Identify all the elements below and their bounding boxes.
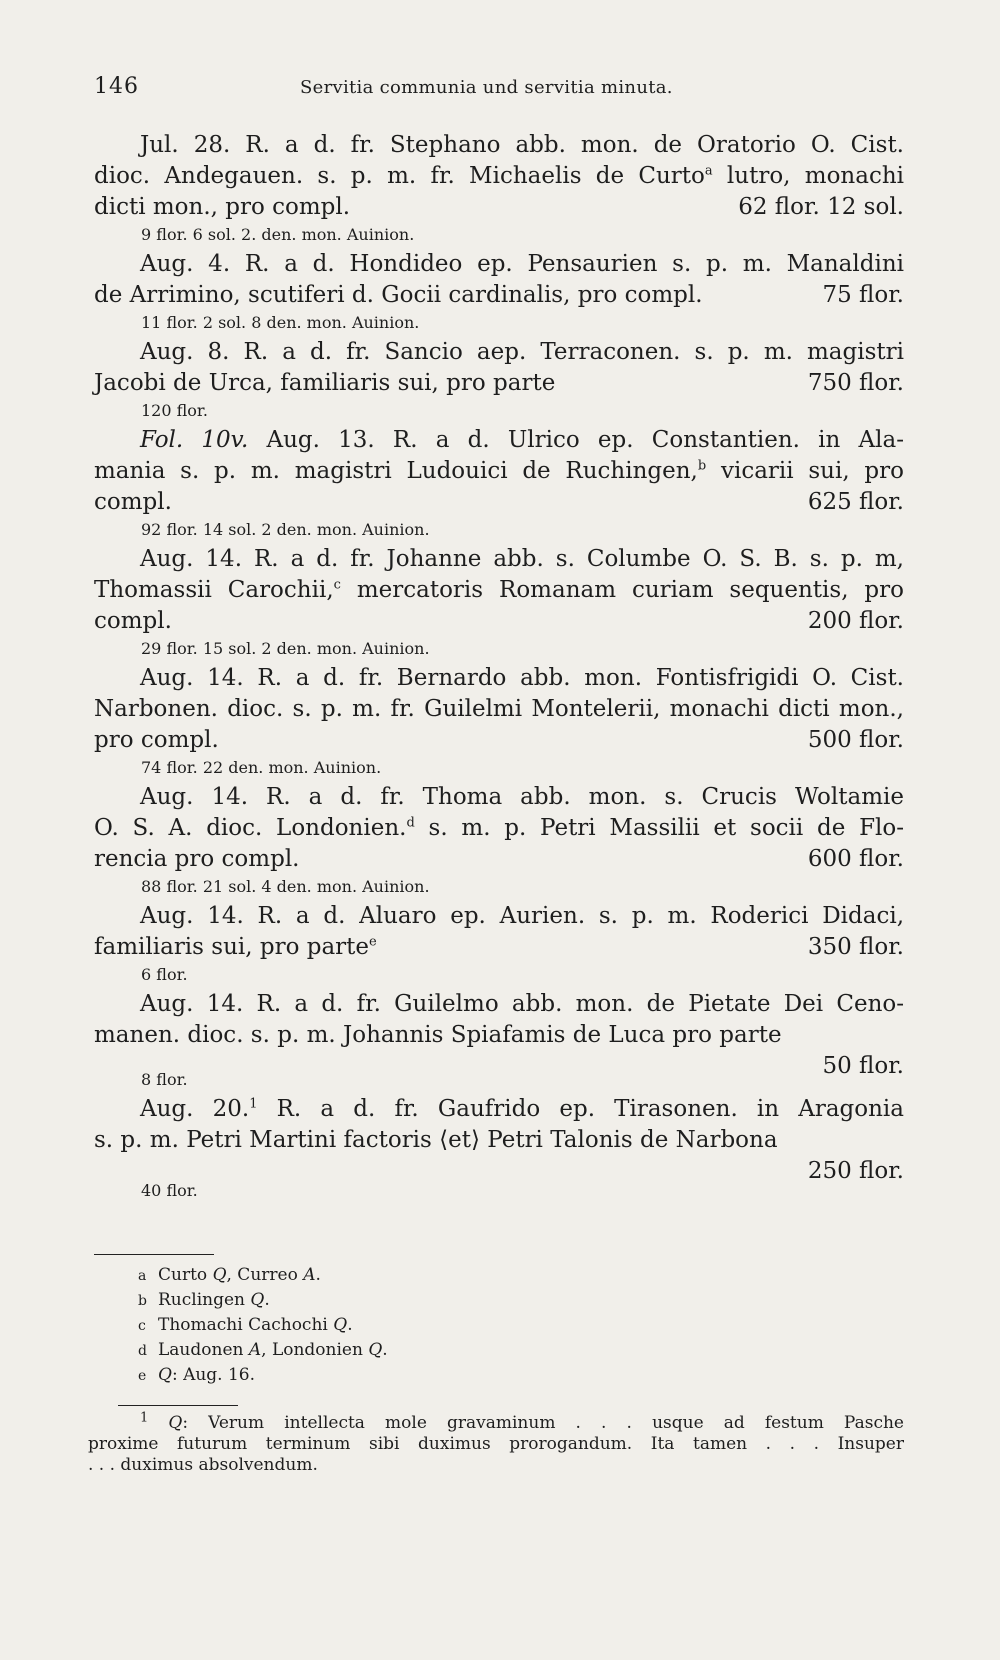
footnote-ref: d [406, 815, 415, 831]
amount: 350 flor. [807, 934, 904, 960]
entry-line: Aug. 14. R. a d. fr. Guilelmo abb. mon. de Pietate Dei Ceno- [140, 991, 904, 1017]
entry [94, 249, 904, 335]
textual-notes [138, 1263, 388, 1388]
footnote-ref: a [704, 163, 713, 179]
entry-line: Aug. 14. R. a d. fr. Thoma abb. mon. s. Crucis Woltamie [140, 784, 904, 810]
entry-line: dioc. Andegauen. s. p. m. fr. Michaelis de Curto$^a$ lutro, monachi [94, 163, 905, 189]
payment-note: 120 flor. [141, 401, 208, 420]
entry-line: Aug. 20.$^1$ R. a d. fr. Gaufrido ep. Tirasonen. in Aragonia [140, 1096, 904, 1122]
entry [94, 425, 904, 542]
folio-ref: Fol. 10v. [140, 427, 249, 453]
entry-line: Aug. 14. R. a d. fr. Bernardo abb. mon. Fontisfrigidi O. Cist. [140, 665, 904, 691]
entries [94, 130, 904, 1205]
amount: 62 flor. 12 sol. [738, 194, 904, 220]
numbered-footnote: $^1$ Q: Verum intellecta mole gravaminum . . . usque ad festum Pasche proxime futurum terminum sibi duximus prorogandum. Ita tamen . . . Insuper . . . duximus absolvendum. [88, 1410, 904, 1475]
amount: 600 flor. [807, 846, 904, 872]
footnote-ref: e [369, 934, 377, 950]
entry-line: compl. 200 flor. [94, 606, 904, 637]
payment-note: 29 flor. 15 sol. 2 den. mon. Auinion. [141, 639, 430, 658]
entry-line: compl. 625 flor. [94, 487, 904, 518]
textual-note: a Curto Q, Curreo A. [138, 1265, 321, 1285]
footnote-ref: b [697, 458, 707, 474]
amount: 200 flor. [807, 608, 904, 634]
footnote-divider [94, 1254, 214, 1255]
running-title: Servitia communia und servitia minuta. [300, 77, 673, 98]
amount: 750 flor. [807, 370, 904, 396]
amount: 625 flor. [807, 489, 904, 515]
entry-line: dicti mon., pro compl. 62 flor. 12 sol. [94, 192, 904, 223]
page-header [94, 74, 804, 108]
entry [94, 1094, 904, 1203]
footnote-ref: c [333, 577, 341, 593]
payment-note: 88 flor. 21 sol. 4 den. mon. Auinion. [141, 877, 430, 896]
entry-line: Aug. 14. R. a d. Aluaro ep. Aurien. s. p. m. Roderici Didaci, [140, 903, 904, 929]
entry-line: manen. dioc. s. p. m. Johannis Spiafamis de Luca pro parte [94, 1022, 782, 1048]
entry-line: mania s. p. m. magistri Ludouici de Ruchingen,$^b$ vicarii sui, pro [94, 458, 904, 484]
textual-note: e Q: Aug. 16. [138, 1365, 256, 1385]
entry-line: Aug. 8. R. a d. fr. Sancio aep. Terraconen. s. p. m. magistri [140, 339, 904, 365]
textual-note: d Laudonen A, Londonien Q. [138, 1340, 388, 1360]
payment-note: 92 flor. 14 sol. 2 den. mon. Auinion. [141, 520, 430, 539]
payment-note: 11 flor. 2 sol. 8 den. mon. Auinion. [141, 313, 420, 332]
entry-line: O. S. A. dioc. Londonien.$^d$ s. m. p. Petri Massilii et socii de Flo- [94, 815, 904, 841]
entry [94, 663, 904, 780]
entry [94, 337, 904, 423]
amount: 250 flor. [807, 1158, 904, 1184]
entry-line: familiaris sui, pro parte$^e$ 350 flor. [94, 932, 904, 963]
amount: 500 flor. [807, 727, 904, 753]
textual-note: c Thomachi Cachochi Q. [138, 1315, 353, 1335]
amount: 75 flor. [822, 282, 904, 308]
payment-note: 8 flor. [141, 1070, 188, 1089]
footnote-ref: 1 [249, 1096, 258, 1112]
entry-line: Aug. 14. R. a d. fr. Johanne abb. s. Columbe O. S. B. s. p. m, [140, 546, 904, 572]
entry-line: Fol. 10v. Aug. 13. R. a d. Ulrico ep. Constantien. in Ala- [140, 427, 904, 453]
entry-line: Narbonen. dioc. s. p. m. fr. Guilelmi Montelerii, monachi dicti mon., [94, 696, 904, 722]
entry-line: Aug. 4. R. a d. Hondideo ep. Pensaurien s. p. m. Manaldini [140, 251, 904, 277]
payment-note: 74 flor. 22 den. mon. Auinion. [141, 758, 382, 777]
entry [94, 544, 904, 661]
entry-line: Jul. 28. R. a d. fr. Stephano abb. mon. de Oratorio O. Cist. [140, 132, 904, 158]
page-number: 146 [94, 74, 139, 99]
entry-line: Jacobi de Urca, familiaris sui, pro parte 750 flor. [94, 368, 904, 399]
entry-line: pro compl. 500 flor. [94, 725, 904, 756]
payment-note: 40 flor. [141, 1181, 198, 1200]
payment-note: 9 flor. 6 sol. 2. den. mon. Auinion. [141, 225, 415, 244]
entry [94, 782, 904, 899]
entry-line: s. p. m. Petri Martini factoris ⟨et⟩ Petri Talonis de Narbona [94, 1127, 778, 1153]
amount: 50 flor. [822, 1053, 904, 1079]
entry [94, 901, 904, 987]
entry-line: de Arrimino, scutiferi d. Gocii cardinalis, pro compl. 75 flor. [94, 280, 904, 311]
textual-note: b Ruclingen Q. [138, 1290, 270, 1310]
entry [94, 989, 904, 1092]
entry-line: rencia pro compl. 600 flor. [94, 844, 904, 875]
entry-line: Thomassii Carochii,$^c$ mercatoris Romanam curiam sequentis, pro [94, 577, 904, 603]
footnote-divider [118, 1405, 238, 1406]
payment-note: 6 flor. [141, 965, 188, 984]
entry [94, 130, 904, 247]
